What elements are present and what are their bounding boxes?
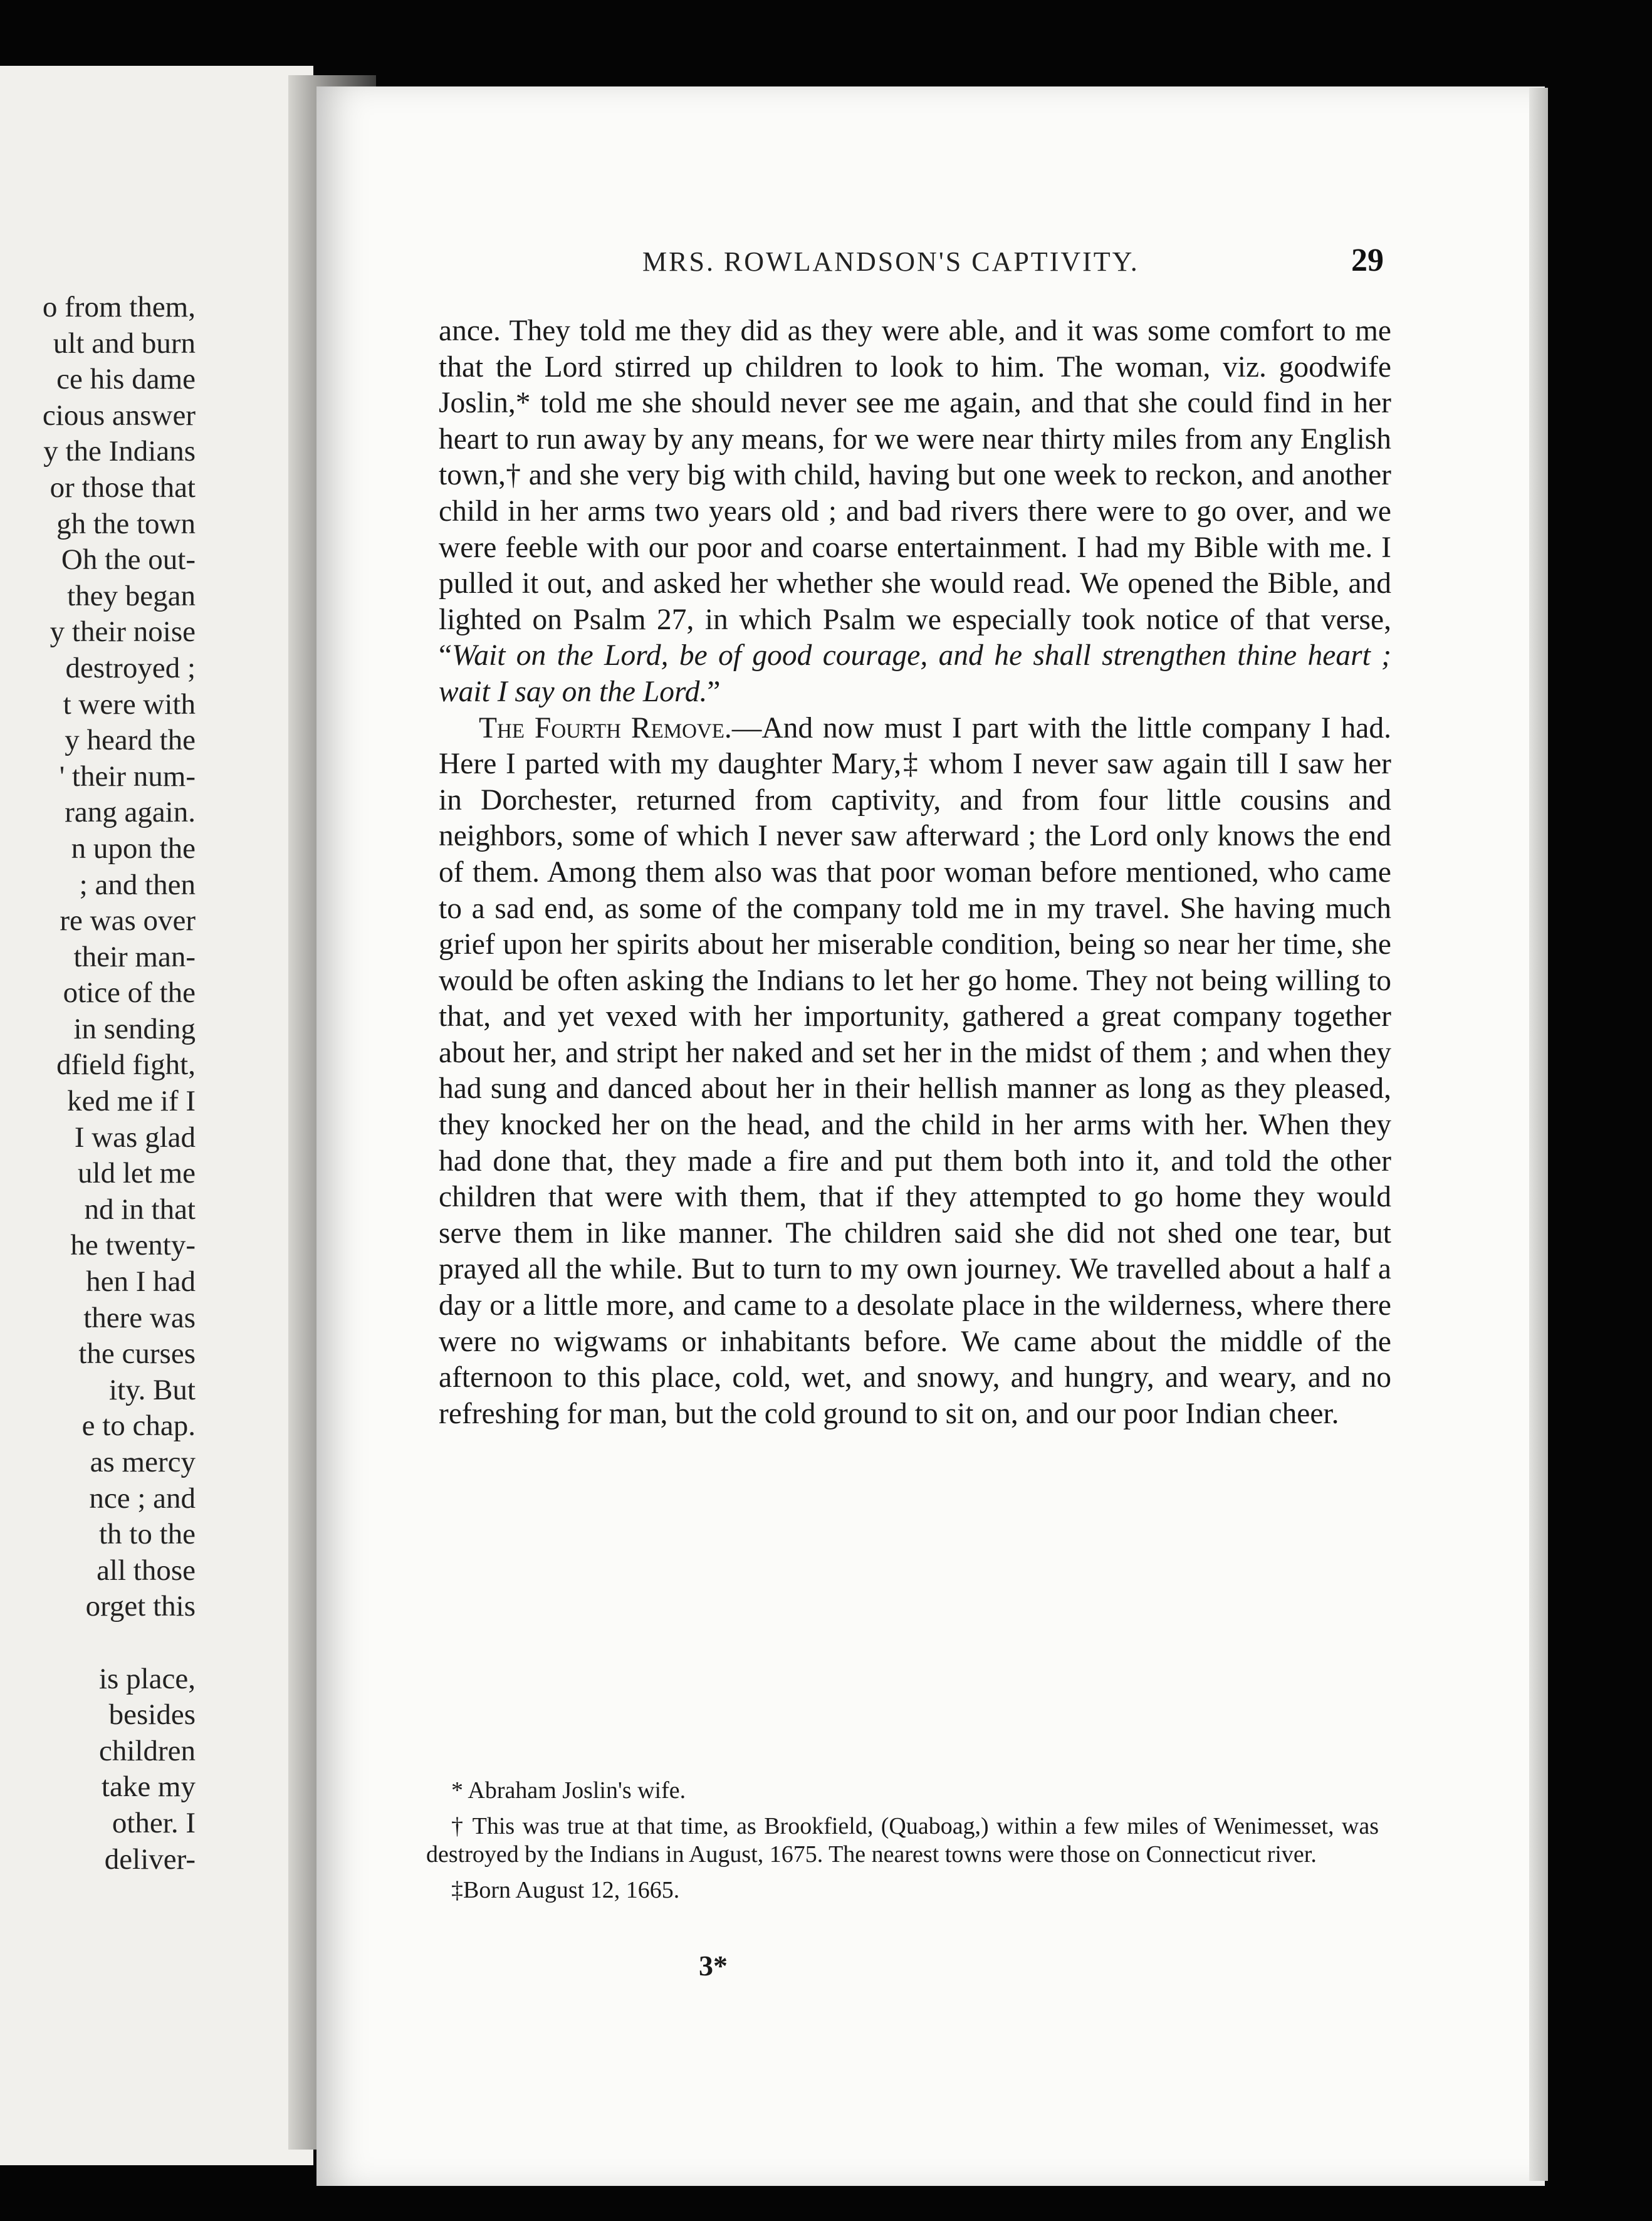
left-page-line: as mercy [90, 1446, 196, 1478]
footnotes [426, 1777, 1379, 1912]
left-page-line: in sending [73, 1012, 196, 1045]
footnote-2: † This was true at that time, as Brookfield, (Quaboag,) within a few miles of Wenimesset, was destroyed by the Indians in August, 1675. The nearest towns were those on Connecticut river. [426, 1813, 1379, 1868]
paragraph-1 [439, 313, 1391, 711]
left-page-line: ult and burn [53, 327, 196, 360]
paragraph-2 [439, 711, 1391, 1433]
left-page-line: ' their num- [59, 760, 196, 793]
left-page-line: uld let me [78, 1157, 196, 1190]
left-page-line: y heard the [65, 724, 196, 757]
footnote-1: * Abraham Joslin's wife. [451, 1777, 686, 1804]
footnote-3: ‡Born August 12, 1665. [451, 1877, 680, 1903]
left-page-line: there was [83, 1301, 196, 1334]
left-page-line: ce his dame [56, 363, 196, 396]
left-page-line: cious answer [42, 399, 196, 432]
left-page-line: th to the [98, 1518, 196, 1551]
left-page-line: dfield fight, [56, 1048, 196, 1082]
left-page-line: n upon the [71, 832, 196, 865]
left-page-line: ked me if I [67, 1085, 196, 1118]
left-page-line: o from them, [42, 291, 196, 323]
left-page-line: e to chap. [81, 1409, 196, 1443]
page-edge [1529, 88, 1548, 2181]
left-page-line: their man- [73, 940, 196, 973]
left-page-line: gh the town [56, 507, 196, 540]
page-number: 29 [1351, 243, 1384, 278]
left-page-line: nce ; and [89, 1482, 196, 1515]
left-page-line: take my [101, 1770, 196, 1804]
left-page-line: all those [97, 1554, 196, 1587]
left-page-line: ; and then [79, 868, 196, 901]
left-page-text [0, 290, 196, 1878]
left-page-line: or those that [50, 471, 196, 504]
left-page-line: nd in that [84, 1193, 196, 1226]
left-page-line: re was over [60, 904, 196, 938]
left-page-line [0, 1625, 196, 1661]
body-text [439, 313, 1391, 1432]
left-page-line: orget this [85, 1590, 196, 1623]
psalm-quote: Wait on the Lord, be of good courage, and he shall strengthen thine heart ; wait I say on the Lord. [439, 639, 1391, 708]
left-page-line: besides [108, 1698, 196, 1732]
left-page-line: deliver- [104, 1842, 196, 1876]
left-page-line: hen I had [86, 1265, 196, 1299]
quote-close: ” [707, 675, 721, 708]
left-page-line: he twenty- [70, 1229, 196, 1262]
section-heading: The Fourth Remove. [479, 711, 732, 745]
left-page-line: destroyed ; [65, 651, 196, 684]
running-head: MRS. ROWLANDSON'S CAPTIVITY. [642, 246, 1139, 277]
left-page-line: the curses [78, 1337, 196, 1371]
left-page-line: other. I [112, 1806, 196, 1839]
paragraph-2-text: —And now must I part with the little company I had. Here I parted with my daughter Mary,‡ whom I never saw again till I saw her in Dorchester, returned from captivity, and from four little cousins and neighbors, some of which I never saw afterward ; the Lord only knows the end of them. Among them also was that poor woman before mentioned, who came to a sad end, as some of the company told me in my travel. She having much grief upon her spirits about her miserable condition, being so near her time, she would be often asking the Indians to let her go home. They not being willing to that, and yet vexed with her importunity, gathered a great company together about her, and stript her naked and set her in the midst of them ; and when they had sung and danced about her in their hellish manner as long as they pleased, they knocked her on the head, and the child in her arms with her. When they had done that, they made a fire and put them both into it, and told the other children that were with them, that if they attempted to go home they would serve them in like manner. The children said she did not shed one tear, but prayed all the while. But to turn to my own journey. We travelled about a half a day or a little more, and came to a desolate place in the wilderness, where there were no wigwams or inhabitants before. We came about the middle of the afternoon to this place, cold, wet, and snowy, and hungry, and weary, and no refreshing for man, but the cold ground to sit on, and our poor Indian cheer. [439, 711, 1391, 1430]
left-page-line: rang again. [65, 796, 196, 829]
left-page-line: I was glad [74, 1121, 196, 1154]
paragraph-1-text: ance. They told me they did as they were able, and it was some comfort to me that the Lord stirred up children to look to him. The woman, viz. goodwife Joslin,* told me she should never see me again, and that she could find in her heart to run away by any means, for we were near thirty miles from any English town,† and she very big with child, having but one week to reckon, and another child in her arms two years old ; and bad rivers there were to go over, and we were feeble with our poor and coarse entertainment. I had my Bible with me. I pulled it out, and asked her whether she would read. We opened the Bible, and lighted on Psalm 27, in which Psalm we especially took notice of that verse, “ [439, 315, 1391, 672]
left-page-line: Oh the out- [61, 543, 196, 577]
left-page-line: they began [67, 579, 196, 612]
left-page-line: is place, [99, 1662, 196, 1695]
left-page-line: ity. But [109, 1373, 196, 1406]
left-page-line: children [99, 1734, 196, 1767]
left-page-line: otice of the [63, 976, 196, 1010]
left-page-line: y their noise [50, 615, 196, 649]
left-page-line: t were with [63, 687, 196, 721]
left-page-line: y the Indians [43, 435, 196, 468]
signature-mark: 3* [699, 1950, 728, 1982]
